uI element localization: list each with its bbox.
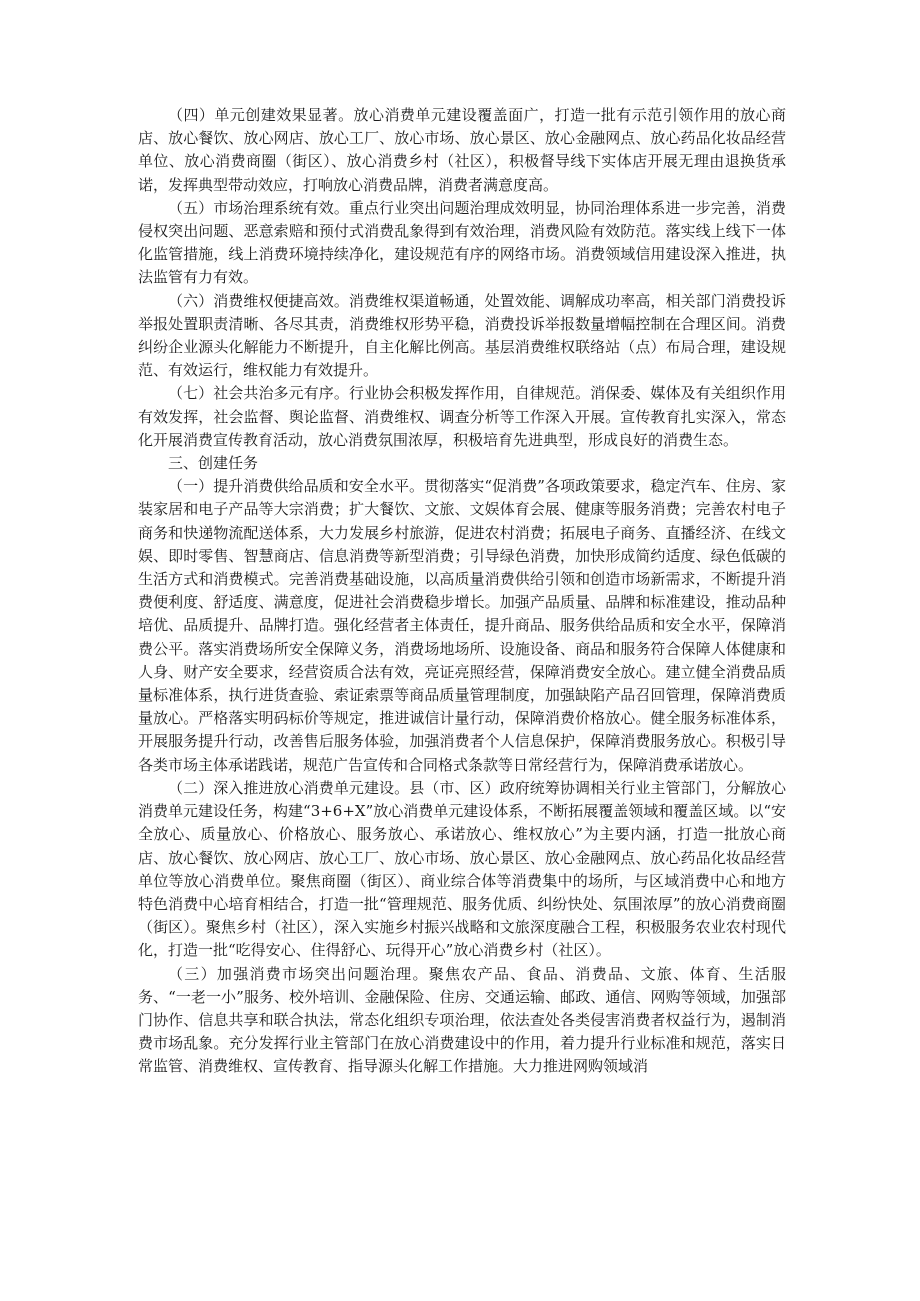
paragraph-section-4: （四）单元创建效果显著。放心消费单元建设覆盖面广，打造一批有示范引领作用的放心商店、放心餐饮、放心网店、放心工厂、放心市场、放心景区、放心金融网点、放心药品化妆品经营单位、放心消费商圈（街区）、放心消费乡村（社区），积极督导线下实体店开展无理由退换货承诺，发挥典型带动效应，打响放心消费品牌，消费者满意度高。 [138, 106, 786, 194]
paragraph-task-3: （三）加强消费市场突出问题治理。聚焦农产品、食品、消费品、文旅、体育、生活服务、“一老一小”服务、校外培训、金融保险、住房、交通运输、邮政、通信、网购等领域，加强部门协作、信息共享和联合执法，常态化组织专项治理，依法查处各类侵害消费者权益行为，遏制消费市场乱象。充分发挥行业主管部门在放心消费建设中的作用，着力提升行业标准和规范，落实日常监管、消费维权、宣传教育、指导源头化解工作措施。大力推进网购领域消 [138, 964, 786, 1076]
paragraph-section-5: （五）市场治理系统有效。重点行业突出问题治理成效明显，协同治理体系进一步完善，消费侵权突出问题、恶意索赔和预付式消费乱象得到有效治理，消费风险有效防范。落实线上线下一体化监管措施，线上消费环境持续净化，建设规范有序的网络市场。消费领域信用建设深入推进，执法监管有力有效。 [138, 198, 786, 287]
paragraph-section-6: （六）消费维权便捷高效。消费维权渠道畅通，处置效能、调解成功率高，相关部门消费投诉举报处置职责清晰、各尽其责，消费维权形势平稳，消费投诉举报数量增幅控制在合理区间。消费纠纷企业源头化解能力不断提升，自主化解比例高。基层消费维权联络站（点）布局合理，建设规范、有效运行，维权能力有效提升。 [138, 291, 786, 380]
paragraph-task-2: （二）深入推进放心消费单元建设。县（市、区）政府统筹协调相关行业主管部门，分解放心消费单元建设任务，构建“3+6+X”放心消费单元建设体系，不断拓展覆盖领域和覆盖区域。以“安全放心、质量放心、价格放心、服务放心、承诺放心、维权放心”为主要内涵，打造一批放心商店、放心餐饮、放心网店、放心工厂、放心市场、放心景区、放心金融网点、放心药品化妆品经营单位等放心消费单位。聚焦商圈（街区）、商业综合体等消费集中的场所，与区域消费中心和地方特色消费中心培育相结合，打造一批“管理规范、服务优质、纠纷快处、氛围浓厚”的放心消费商圈（街区）。聚焦乡村（社区），深入实施乡村振兴战略和文旅深度融合工程，积极服务农业农村现代化，打造一批“吃得安心、住得舒心、玩得开心”放心消费乡村（社区）。 [138, 778, 786, 960]
section-heading: 三、创建任务 [168, 454, 259, 473]
document-page [138, 104, 786, 1079]
paragraph-task-1: （一）提升消费供给品质和安全水平。贯彻落实“促消费”各项政策要求，稳定汽车、住房、家装家居和电子产品等大宗消费；扩大餐饮、文旅、文娱体育会展、健康等服务消费；完善农村电子商务和快递物流配送体系，大力发展乡村旅游，促进农村消费；拓展电子商务、直播经济、在线文娱、即时零售、智慧商店、信息消费等新型消费；引导绿色消费，加快形成简约适度、绿色低碳的生活方式和消费模式。完善消费基础设施，以高质量消费供给引领和创造市场新需求，不断提升消费便利度、舒适度、满意度，促进社会消费稳步增长。加强产品质量、品牌和标准建设，推动品种培优、品质提升、品牌打造。强化经营者主体责任，提升商品、服务供给品质和安全水平，保障消费公平。落实消费场所安全保障义务，消费场地场所、设施设备、商品和服务符合保障人体健康和人身、财产安全要求，经营资质合法有效，亮证亮照经营，保障消费安全放心。建立健全消费品质量标准体系，执行进货查验、索证索票等商品质量管理制度，加强缺陷产品召回管理，保障消费质量放心。严格落实明码标价等规定，推进诚信计量行动，保障消费价格放心。健全服务标准体系，开展服务提升行动，改善售后服务体验，加强消费者个人信息保护，保障消费服务放心。积极引导各类市场主体承诺践诺，规范广告宣传和合同格式条款等日常经营行为，保障消费承诺放心。 [138, 477, 786, 774]
paragraph-section-7: （七）社会共治多元有序。行业协会积极发挥作用，自律规范。消保委、媒体及有关组织作用有效发挥，社会监督、舆论监督、消费维权、调查分析等工作深入开展。宣传教育扎实深入，常态化开展消费宣传教育活动，放心消费氛围浓厚，积极培育先进典型，形成良好的消费生态。 [138, 384, 786, 449]
